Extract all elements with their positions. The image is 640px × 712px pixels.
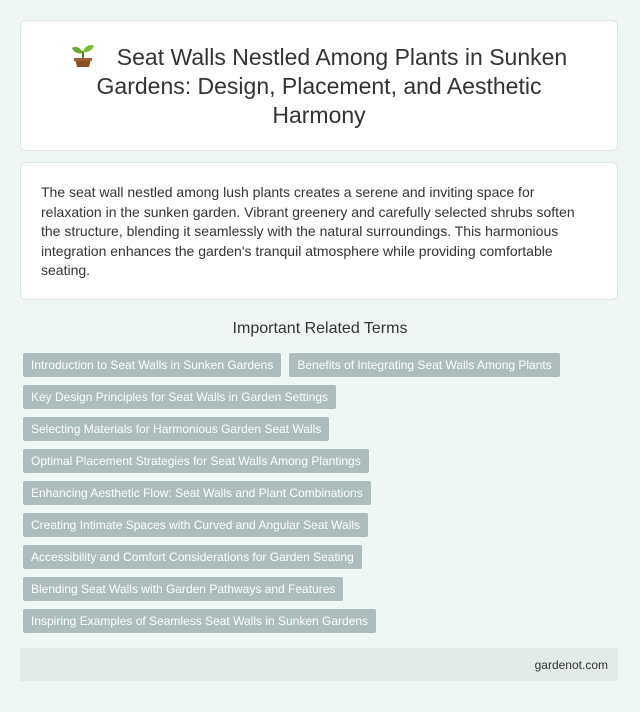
related-term-tag[interactable]: Selecting Materials for Harmonious Garden Seat Walls (23, 417, 329, 441)
related-terms-list (23, 353, 619, 641)
related-term-tag[interactable]: Enhancing Aesthetic Flow: Seat Walls and Plant Combinations (23, 481, 371, 505)
sprout-icon (71, 42, 95, 68)
related-term-tag[interactable]: Key Design Principles for Seat Walls in Garden Settings (23, 385, 336, 409)
description-card (20, 162, 618, 300)
description-text: The seat wall nestled among lush plants creates a serene and inviting space for relaxation in the sunken garden. Vibrant greenery and carefully selected shrubs soften the structure, blending it seamlessly with the natural surroundings. This harmonious integration enhances the garden's tranquil atmosphere while providing comfortable seating. (41, 184, 575, 278)
related-term-tag[interactable]: Blending Seat Walls with Garden Pathways and Features (23, 577, 343, 601)
related-term-tag[interactable]: Optimal Placement Strategies for Seat Walls Among Plantings (23, 449, 369, 473)
footer (20, 648, 618, 681)
page-title (51, 42, 587, 130)
related-term-tag[interactable]: Introduction to Seat Walls in Sunken Gardens (23, 353, 281, 377)
related-term-tag[interactable]: Benefits of Integrating Seat Walls Among Plants (289, 353, 559, 377)
related-term-tag[interactable]: Accessibility and Comfort Considerations for Garden Seating (23, 545, 362, 569)
title-card (20, 20, 618, 151)
footer-site-link[interactable]: gardenot.com (534, 657, 608, 672)
page-title-text: Seat Walls Nestled Among Plants in Sunken Gardens: Design, Placement, and Aesthetic Harmony (96, 43, 568, 128)
related-term-tag[interactable]: Creating Intimate Spaces with Curved and Angular Seat Walls (23, 513, 368, 537)
related-terms-heading: Important Related Terms (232, 320, 408, 337)
related-term-tag[interactable]: Inspiring Examples of Seamless Seat Walls in Sunken Gardens (23, 609, 376, 633)
